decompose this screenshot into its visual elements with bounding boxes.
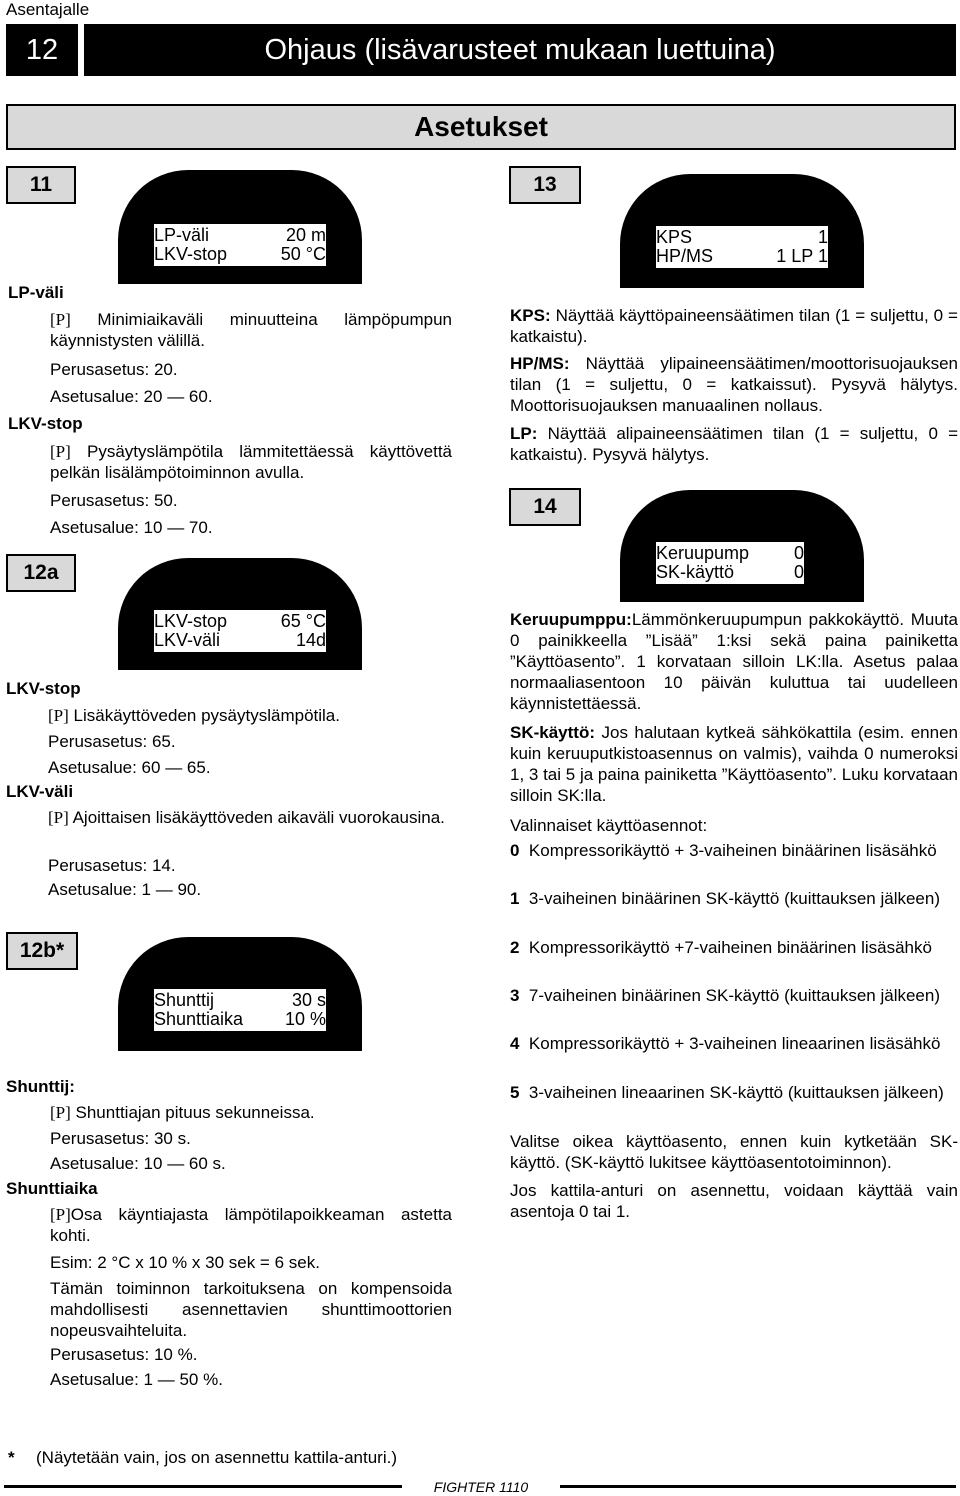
parameter-mark: [P] xyxy=(50,442,71,461)
lcd-display-12b xyxy=(118,937,362,1051)
choose-mode-text: Valitse oikea käyttöasento, ennen kuin kytketään SK-käyttö. (SK-käyttö lukitsee käyttöasentotoiminnon). xyxy=(510,1132,958,1172)
option-text: Kompressorikäyttö + 3-vaiheinen binäärinen lisäsähkö xyxy=(528,841,937,860)
hpms-text: Näyttää ylipaineensäätimen/moottorisuojauksen tilan (1 = suljettu, 0 = katkaissut). Pysyvä hälytys. Moottorisuojauksen manuaalinen nollaus. xyxy=(510,354,958,415)
lcd-text: HP/MS xyxy=(656,246,714,266)
lcd-value: 30 s xyxy=(291,990,326,1010)
lcd-display-11 xyxy=(118,170,362,284)
option-text: Kompressorikäyttö +7-vaiheinen binäärinen lisäsähkö xyxy=(528,938,932,957)
lkv-stop-description xyxy=(48,705,340,726)
option-item xyxy=(510,937,958,958)
sk-kaytto-paragraph xyxy=(510,722,958,806)
footer-rule-left xyxy=(4,1485,402,1488)
lcd-value: 14d xyxy=(295,630,326,650)
option-number: 4 xyxy=(510,1034,520,1053)
lcd-value: 1 LP 1 xyxy=(776,246,828,266)
lcd-text: LKV-stop xyxy=(154,244,228,264)
shunttij-heading: Shunttij: xyxy=(6,1077,75,1096)
lcd-text: KPS xyxy=(656,227,693,247)
parameter-mark: [P] xyxy=(50,1205,71,1224)
lp-vali-default: Perusasetus: 20. xyxy=(50,360,178,379)
shunttij-default: Perusasetus: 30 s. xyxy=(50,1129,191,1148)
lcd-text: Keruupump xyxy=(656,543,750,563)
lcd-screen xyxy=(656,542,804,584)
shunttiaika-range: Asetusalue: 1 — 50 %. xyxy=(50,1370,223,1389)
lcd-value: 20 m xyxy=(285,225,326,245)
lkv-stop-default: Perusasetus: 50. xyxy=(50,491,178,510)
lp-vali-heading: LP-väli xyxy=(8,283,64,302)
menu-number-12a: 12a xyxy=(6,554,76,592)
lcd-screen xyxy=(656,226,828,268)
footer-model: FIGHTER 1110 xyxy=(433,1479,529,1495)
footnote-star: * xyxy=(8,1448,15,1467)
lcd-value: 0 xyxy=(793,562,804,582)
lcd-display-14 xyxy=(620,490,864,602)
kps-label: KPS: xyxy=(510,306,551,325)
lkv-stop-range: Asetusalue: 10 — 70. xyxy=(50,518,213,537)
menu-number-11: 11 xyxy=(6,166,76,204)
sk-kaytto-text: Jos halutaan kytkeä sähkökattila (esim. ennen kuin keruuputkistoasennus on valmis), vaihda 0 numeroksi 1, 3 tai 5 ja paina painiketta ”Käyttöasento”. Luku korvataan silloin SK:lla. xyxy=(510,723,958,805)
lkv-stop-default: Perusasetus: 65. xyxy=(48,732,176,751)
sk-kaytto-label: SK-käyttö: xyxy=(510,723,596,742)
option-item xyxy=(510,1033,958,1054)
lcd-screen xyxy=(154,610,326,652)
option-number: 2 xyxy=(510,938,520,957)
description-text: Lisäkäyttöveden pysäytyslämpötila. xyxy=(73,706,340,725)
chapter-title: Ohjaus (lisävarusteet mukaan luettuina) xyxy=(84,24,956,76)
hpms-paragraph xyxy=(510,353,958,416)
option-number: 0 xyxy=(510,841,520,860)
lcd-text: LKV-väli xyxy=(154,630,221,650)
option-item xyxy=(510,1082,958,1103)
kps-text: Näyttää käyttöpaineensäätimen tilan (1 = suljettu, 0 = katkaistu). xyxy=(510,306,958,346)
option-number: 3 xyxy=(510,986,520,1005)
description-text: Pysäytyslämpötila lämmitettäessä käyttövettä pelkän lisälämpötoiminnon avulla. xyxy=(50,442,452,482)
option-number: 1 xyxy=(510,889,520,908)
menu-number-14: 14 xyxy=(509,488,581,526)
option-text: Kompressorikäyttö + 3-vaiheinen lineaarinen lisäsähkö xyxy=(528,1034,941,1053)
parameter-mark: [P] xyxy=(48,808,69,827)
hpms-label: HP/MS: xyxy=(510,354,570,373)
description-text: Minimiaikaväli minuutteina lämpöpumpun käynnistysten välillä. xyxy=(50,310,452,350)
lp-vali-description xyxy=(50,309,452,351)
description-text: Shunttiajan pituus sekunneissa. xyxy=(75,1103,315,1122)
options-intro: Valinnaiset käyttöasennot: xyxy=(510,816,708,835)
shunttiaika-example: Esim: 2 °C x 10 % x 30 sek = 6 sek. xyxy=(50,1253,320,1272)
lcd-display-13 xyxy=(620,174,864,288)
keruupumppu-label: Keruupumppu: xyxy=(510,610,632,629)
header-label: Asentajalle xyxy=(6,0,90,19)
boiler-sensor-text: Jos kattila-anturi on asennettu, voidaan käyttää vain asentoja 0 tai 1. xyxy=(510,1181,958,1221)
option-item xyxy=(510,888,958,909)
shunttij-range: Asetusalue: 10 — 60 s. xyxy=(50,1154,226,1173)
lp-label: LP: xyxy=(510,424,538,443)
lcd-value: 1 xyxy=(817,227,828,247)
lcd-value: 50 °C xyxy=(280,244,326,264)
option-text: 3-vaiheinen lineaarinen SK-käyttö (kuittauksen jälkeen) xyxy=(528,1083,944,1102)
option-text: 3-vaiheinen binäärinen SK-käyttö (kuittauksen jälkeen) xyxy=(528,889,940,908)
lp-paragraph xyxy=(510,423,958,465)
footnote-text: (Näytetään vain, jos on asennettu kattila-anturi.) xyxy=(36,1448,397,1467)
lkv-vali-default: Perusasetus: 14. xyxy=(48,856,176,875)
shunttiaika-description xyxy=(50,1204,452,1246)
option-number: 5 xyxy=(510,1083,520,1102)
chapter-number: 12 xyxy=(6,24,78,76)
lcd-text: LKV-stop xyxy=(154,611,228,631)
menu-number-12b: 12b* xyxy=(6,932,78,970)
settings-title: Asetukset xyxy=(6,104,956,150)
keruupumppu-paragraph xyxy=(510,609,958,714)
lcd-value: 65 °C xyxy=(280,611,326,631)
option-item xyxy=(510,985,958,1006)
lcd-text: Shunttij xyxy=(154,990,215,1010)
lkv-vali-heading: LKV-väli xyxy=(6,782,74,801)
description-text: Osa käyntiajasta lämpötilapoikkeaman astetta kohti. xyxy=(50,1205,452,1245)
lcd-screen xyxy=(154,224,326,266)
lcd-screen xyxy=(154,989,326,1031)
shunttiaika-heading: Shunttiaika xyxy=(6,1179,98,1198)
option-text: 7-vaiheinen binäärinen SK-käyttö (kuittauksen jälkeen) xyxy=(528,986,940,1005)
shunttiaika-default: Perusasetus: 10 %. xyxy=(50,1345,198,1364)
lcd-text: Shunttiaika xyxy=(154,1009,244,1029)
lkv-stop-heading: LKV-stop xyxy=(6,679,81,698)
parameter-mark: [P] xyxy=(48,706,69,725)
parameter-mark: [P] xyxy=(50,310,71,329)
parameter-mark: [P] xyxy=(50,1103,71,1122)
lp-text: Näyttää alipaineensäätimen tilan (1 = suljettu, 0 = katkaistu). Pysyvä hälytys. xyxy=(510,424,958,464)
lp-vali-range: Asetusalue: 20 — 60. xyxy=(50,387,213,406)
shunttij-description xyxy=(50,1102,315,1123)
lcd-value: 10 % xyxy=(284,1009,326,1029)
lkv-stop-range: Asetusalue: 60 — 65. xyxy=(48,758,211,777)
lcd-display-12a xyxy=(118,558,362,670)
shunttiaika-purpose: Tämän toiminnon tarkoituksena on kompensoida mahdollisesti asennettavien shunttimoottorien nopeusvaihteluita. xyxy=(50,1279,452,1340)
footer-rule-right xyxy=(560,1485,956,1488)
keruupumppu-text: Lämmönkeruupumpun pakkokäyttö. Muuta 0 painikkeella ”Lisää” 1:ksi sekä paina painiketta ”Käyttöasento”. 1 korvataan silloin LK:lla. Asetus palaa normaaliasentoon 10 päivän kuluttua tai uudelleen käynnistettäessä. xyxy=(510,610,958,713)
description-text: Ajoittaisen lisäkäyttöveden aikaväli vuorokausina. xyxy=(72,808,445,827)
menu-number-13: 13 xyxy=(509,166,581,204)
lkv-vali-range: Asetusalue: 1 — 90. xyxy=(48,880,202,899)
option-item xyxy=(510,840,958,861)
kps-paragraph xyxy=(510,305,958,347)
lcd-value: 0 xyxy=(793,543,804,563)
lkv-stop-heading: LKV-stop xyxy=(8,414,83,433)
lcd-text: SK-käyttö xyxy=(656,562,735,582)
lkv-vali-description xyxy=(6,807,454,828)
lcd-text: LP-väli xyxy=(154,225,210,245)
lkv-stop-description xyxy=(50,441,452,483)
